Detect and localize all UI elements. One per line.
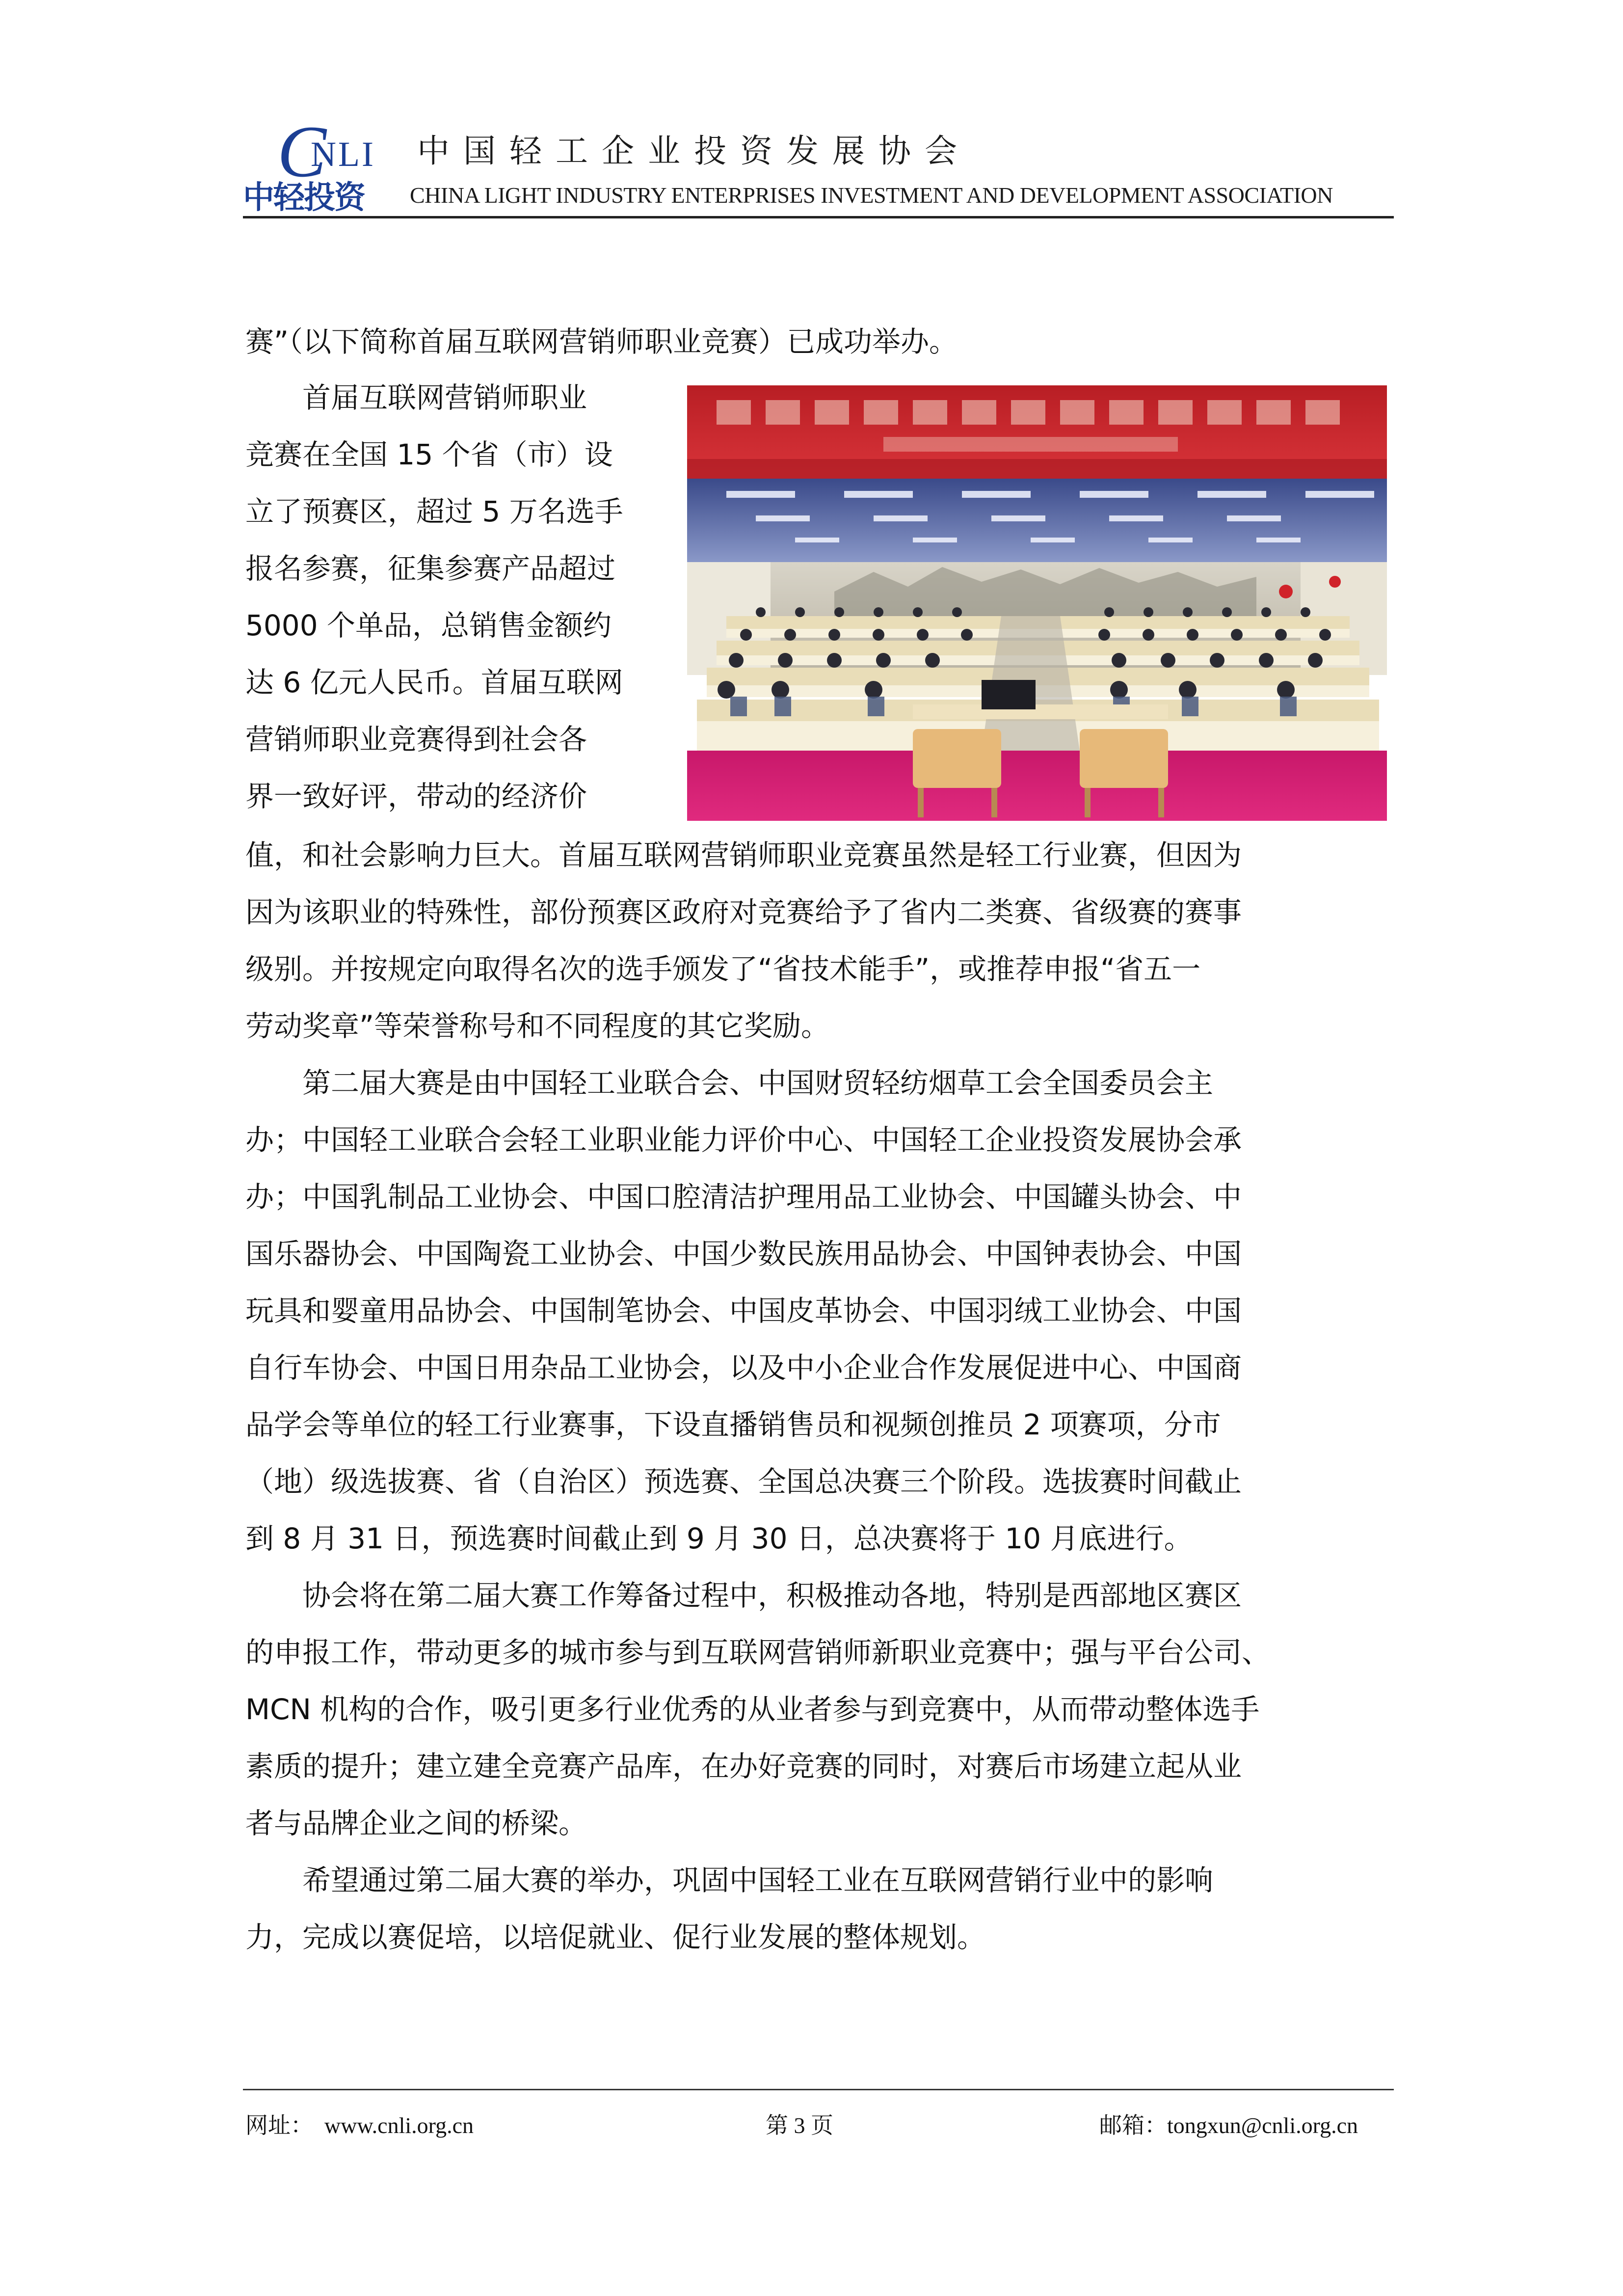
body-line-17: 素质的提升；建立建全竞赛产品库，在办好竞赛的同时，对赛后市场建立起从业 <box>245 1750 1242 1783</box>
body-line-2: 因为该职业的特殊性，部份预赛区政府对竞赛给予了省内二类赛、省级赛的赛事 <box>245 895 1242 929</box>
body-line-9: 玩具和婴童用品协会、中国制笔协会、中国皮革协会、中国羽绒工业协会、中国 <box>245 1294 1242 1327</box>
wrap-line-4: 报名参赛，征集参赛产品超过 <box>245 552 616 585</box>
body-line-11: 品学会等单位的轻工行业赛事，下设直播销售员和视频创推员 2 项赛项，分市 <box>245 1408 1221 1441</box>
letterhead <box>243 112 1394 220</box>
body-line-14: 协会将在第二届大赛工作筹备过程中，积极推动各地，特别是西部地区赛区 <box>245 1579 1242 1612</box>
body-line-20: 力，完成以赛促培，以培促就业、促行业发展的整体规划。 <box>245 1920 986 1954</box>
logo-letters-nli: NLI <box>311 135 375 174</box>
cnli-logo <box>243 112 390 217</box>
footer-divider <box>243 2089 1394 2090</box>
footer-page-number: 第 3 页 <box>766 2113 833 2138</box>
body-line-19: 希望通过第二届大赛的举办，巩固中国轻工业在互联网营销行业中的影响 <box>245 1864 1214 1897</box>
competition-hall-illustration <box>687 385 1387 821</box>
body-line-12: （地）级选拔赛、省（自治区）预选赛、全国总决赛三个阶段。选拔赛时间截止 <box>245 1465 1242 1498</box>
body-line-3: 级别。并按规定向取得名次的选手颁发了“省技术能手”，或推荐申报“省五一 <box>245 952 1201 986</box>
organization-name-en: CHINA LIGHT INDUSTRY ENTERPRISES INVESTMENT AND DEVELOPMENT ASSOCIATION <box>410 183 1333 208</box>
competition-hall-photo <box>687 385 1387 821</box>
body-line-1: 值，和社会影响力巨大。首届互联网营销师职业竞赛虽然是轻工行业赛，但因为 <box>245 838 1242 872</box>
body-line-13: 到 8 月 31 日，预选赛时间截止到 9 月 30 日，总决赛将于 10 月底进行。 <box>245 1522 1193 1555</box>
body-line-10: 自行车协会、中国日用杂品工业协会，以及中小企业合作发展促进中心、中国商 <box>245 1351 1242 1384</box>
wrap-line-2: 竞赛在全国 15 个省（市）设 <box>245 438 613 471</box>
body-line-16: MCN 机构的合作，吸引更多行业优秀的从业者参与到竞赛中，从而带动整体选手 <box>245 1693 1260 1726</box>
logo-letter-c: C <box>277 111 327 192</box>
wrap-line-6: 达 6 亿元人民币。首届互联网 <box>245 666 623 699</box>
body-line-4: 劳动奖章”等荣誉称号和不同程度的其它奖励。 <box>245 1009 830 1043</box>
paragraph-lead-line: 赛”（以下简称首届互联网营销师职业竞赛）已成功举办。 <box>245 325 958 358</box>
wrap-line-7: 营销师职业竞赛得到社会各 <box>245 723 587 756</box>
wrap-line-1: 首届互联网营销师职业 <box>245 381 587 414</box>
wrap-line-5: 5000 个单品，总销售金额约 <box>245 609 612 642</box>
wrap-line-8: 界一致好评，带动的经济价 <box>245 780 587 813</box>
body-line-5: 第二届大赛是由中国轻工业联合会、中国财贸轻纺烟草工会全国委员会主 <box>245 1066 1214 1100</box>
body-line-7: 办；中国乳制品工业协会、中国口腔清洁护理用品工业协会、中国罐头协会、中 <box>245 1180 1242 1214</box>
body-line-18: 者与品牌企业之间的桥梁。 <box>245 1807 587 1840</box>
body-line-8: 国乐器协会、中国陶瓷工业协会、中国少数民族用品协会、中国钟表协会、中国 <box>245 1237 1242 1270</box>
footer-website: 网址： www.cnli.org.cn <box>245 2113 474 2138</box>
body-line-6: 办；中国轻工业联合会轻工业职业能力评价中心、中国轻工企业投资发展协会承 <box>245 1123 1242 1157</box>
organization-name-cn: 中国轻工企业投资发展协会 <box>417 132 971 170</box>
logo-chinese-name: 中轻投资 <box>243 180 365 216</box>
footer-email: 邮箱：tongxun@cnli.org.cn <box>1099 2113 1358 2138</box>
header-divider <box>243 216 1394 218</box>
body-line-15: 的申报工作，带动更多的城市参与到互联网营销师新职业竞赛中；强与平台公司、 <box>245 1636 1271 1669</box>
wrap-line-3: 立了预赛区，超过 5 万名选手 <box>245 495 623 528</box>
